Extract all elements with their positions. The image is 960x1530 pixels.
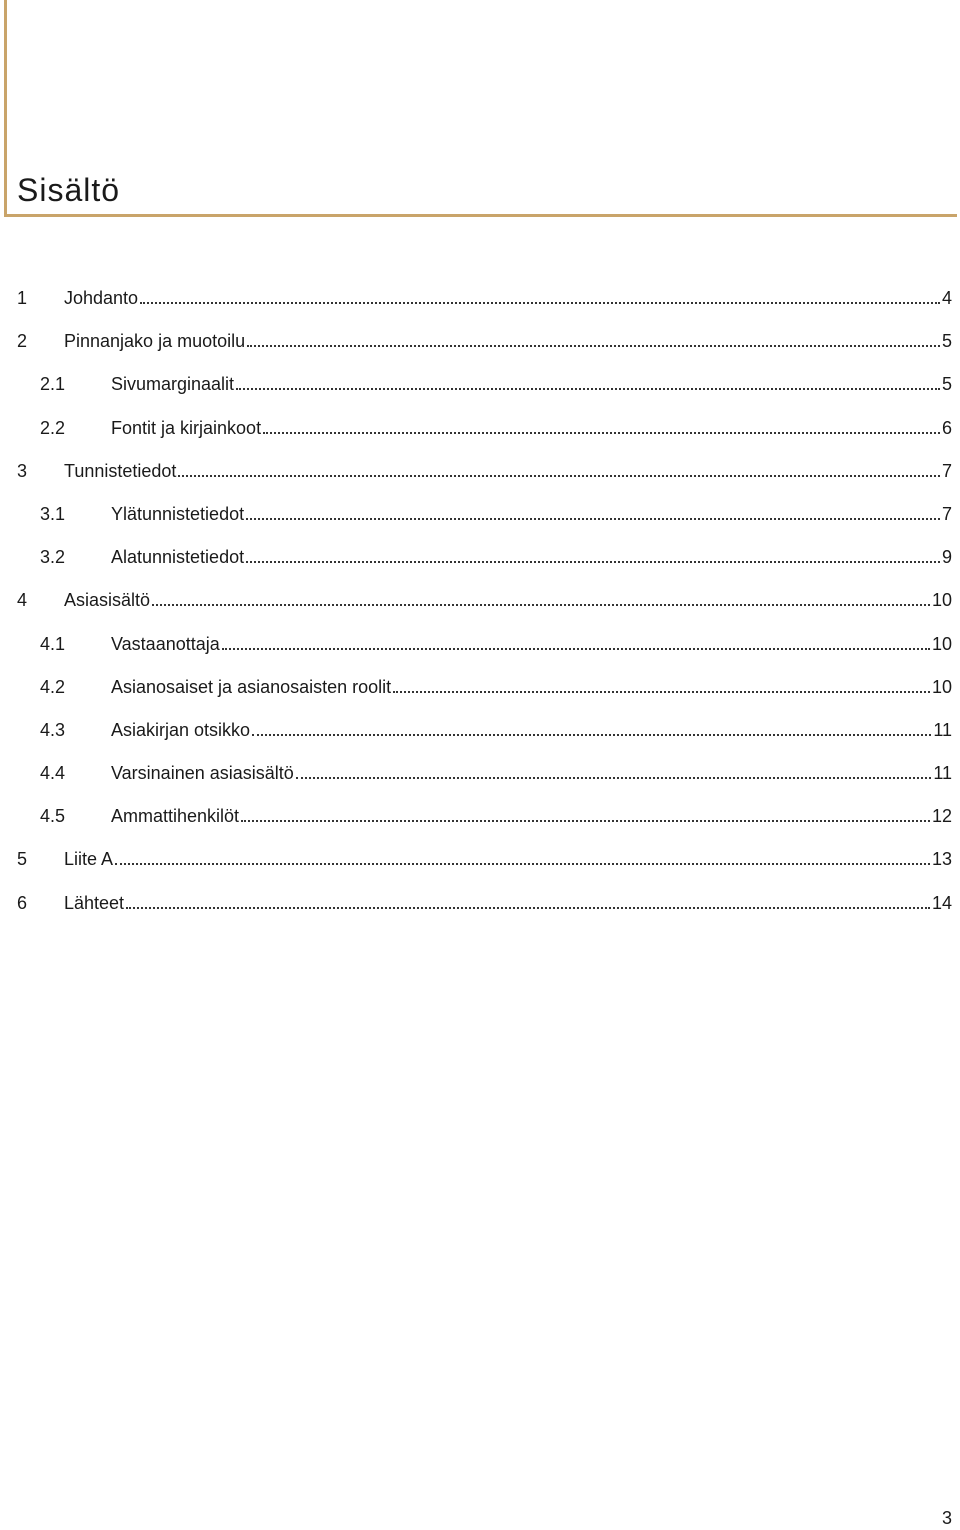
toc-entry-title[interactable]: Ylätunnistetiedot	[111, 503, 245, 524]
toc-entry[interactable]	[0, 321, 960, 364]
toc-dot-leader	[140, 302, 940, 304]
toc-entry-title[interactable]: Pinnanjako ja muotoilu	[64, 331, 246, 352]
toc-entry-page[interactable]: 13	[931, 849, 952, 870]
toc-entry-title[interactable]: Asiasisältö	[64, 590, 151, 611]
toc-entry-title[interactable]: Lähteet	[64, 892, 125, 913]
toc-entry-line	[111, 547, 952, 567]
toc-entry[interactable]	[0, 408, 960, 451]
toc-entry[interactable]	[0, 753, 960, 796]
toc-entry-line	[111, 504, 952, 524]
toc-entry-line	[111, 806, 952, 826]
toc-entry-page[interactable]: 5	[941, 331, 952, 352]
toc-entry-page[interactable]: 10	[931, 676, 952, 697]
toc-entry-line	[64, 461, 952, 481]
toc-entry-page[interactable]: 12	[931, 806, 952, 827]
toc-entry[interactable]	[0, 710, 960, 753]
left-accent-rule	[4, 0, 7, 216]
toc-entry-page[interactable]: 7	[941, 460, 952, 481]
toc-entry-number: 4.5	[40, 806, 66, 827]
toc-dot-leader	[178, 475, 940, 477]
toc-entry-line	[111, 763, 952, 783]
toc-dot-leader	[252, 734, 931, 736]
toc-entry-line	[111, 634, 952, 654]
toc-entry-number: 4.3	[40, 719, 66, 740]
toc-dot-leader	[152, 604, 930, 606]
toc-entry-title[interactable]: Sivumarginaalit	[111, 374, 235, 395]
toc-entry-title[interactable]: Asiakirjan otsikko	[111, 719, 251, 740]
toc-entry-line	[64, 849, 952, 869]
toc-entry-line	[64, 288, 952, 308]
heading-underline-rule	[4, 214, 957, 217]
toc-entry-line	[64, 893, 952, 913]
toc-dot-leader	[222, 648, 930, 650]
toc-entry-page[interactable]: 10	[931, 633, 952, 654]
toc-entry-title[interactable]: Alatunnistetiedot	[111, 547, 245, 568]
toc-entry-title[interactable]: Tunnistetiedot	[64, 460, 177, 481]
toc-entry-page[interactable]: 11	[933, 763, 952, 784]
toc-dot-leader	[296, 777, 932, 779]
toc-entry-page[interactable]: 11	[933, 719, 952, 740]
toc-entry-number: 4.4	[40, 763, 66, 784]
toc-entry-title[interactable]: Ammattihenkilöt	[111, 806, 240, 827]
toc-entry-page[interactable]: 4	[941, 288, 952, 308]
toc-entry-line	[111, 418, 952, 438]
toc-dot-leader	[241, 820, 930, 822]
toc-entry[interactable]	[0, 537, 960, 580]
toc-entry[interactable]	[0, 667, 960, 710]
toc-entry-number: 4.1	[40, 633, 66, 654]
toc-entry-number: 5	[17, 849, 28, 870]
toc-entry[interactable]	[0, 364, 960, 407]
toc-entry-page[interactable]: 10	[931, 590, 952, 611]
toc-entry[interactable]	[0, 451, 960, 494]
toc-entry[interactable]	[0, 494, 960, 537]
toc-entry-number: 2	[17, 331, 28, 352]
toc-dot-leader	[247, 345, 940, 347]
toc-entry[interactable]	[0, 278, 960, 321]
toc-heading: Sisältö	[17, 172, 121, 208]
toc-dot-leader	[393, 691, 930, 693]
toc-entry-line	[111, 677, 952, 697]
toc-entry-title[interactable]: Varsinainen asiasisältö	[111, 763, 294, 784]
toc-entry-page[interactable]: 6	[941, 417, 952, 438]
toc-dot-leader	[236, 388, 940, 390]
toc-entry[interactable]	[0, 796, 960, 839]
toc-dot-leader	[126, 907, 930, 909]
toc-entry[interactable]	[0, 580, 960, 623]
toc-entry-number: 6	[17, 892, 28, 913]
toc-entry-line	[111, 720, 952, 740]
toc-entry-line	[64, 590, 952, 610]
table-of-contents	[0, 278, 960, 926]
toc-entry-number: 1	[17, 288, 28, 308]
toc-entry-number: 3.1	[40, 503, 66, 524]
toc-entry-title[interactable]: Vastaanottaja	[111, 633, 220, 654]
toc-entry-title[interactable]: Asianosaiset ja asianosaisten roolit	[111, 676, 392, 697]
toc-entry-number: 4	[17, 590, 28, 611]
toc-entry[interactable]	[0, 883, 960, 926]
toc-entry-line	[64, 331, 952, 351]
toc-entry-page[interactable]: 7	[941, 503, 952, 524]
toc-entry-line	[111, 374, 952, 394]
toc-entry-number: 2.1	[40, 374, 66, 395]
toc-dot-leader	[263, 432, 940, 434]
toc-entry-title[interactable]: Fontit ja kirjainkoot	[111, 417, 262, 438]
toc-dot-leader	[115, 863, 930, 865]
toc-entry-page[interactable]: 9	[941, 547, 952, 568]
page-number: 3	[941, 1508, 952, 1528]
toc-dot-leader	[246, 518, 940, 520]
toc-entry[interactable]	[0, 839, 960, 882]
toc-entry-number: 2.2	[40, 417, 66, 438]
toc-entry-number: 3	[17, 460, 28, 481]
toc-entry-number: 3.2	[40, 547, 66, 568]
toc-entry[interactable]	[0, 624, 960, 667]
toc-entry-number: 4.2	[40, 676, 66, 697]
toc-dot-leader	[246, 561, 940, 563]
toc-entry-page[interactable]: 5	[941, 374, 952, 395]
toc-entry-title[interactable]: Liite A	[64, 849, 114, 870]
toc-entry-page[interactable]: 14	[931, 892, 952, 913]
toc-entry-title[interactable]: Johdanto	[64, 288, 139, 308]
